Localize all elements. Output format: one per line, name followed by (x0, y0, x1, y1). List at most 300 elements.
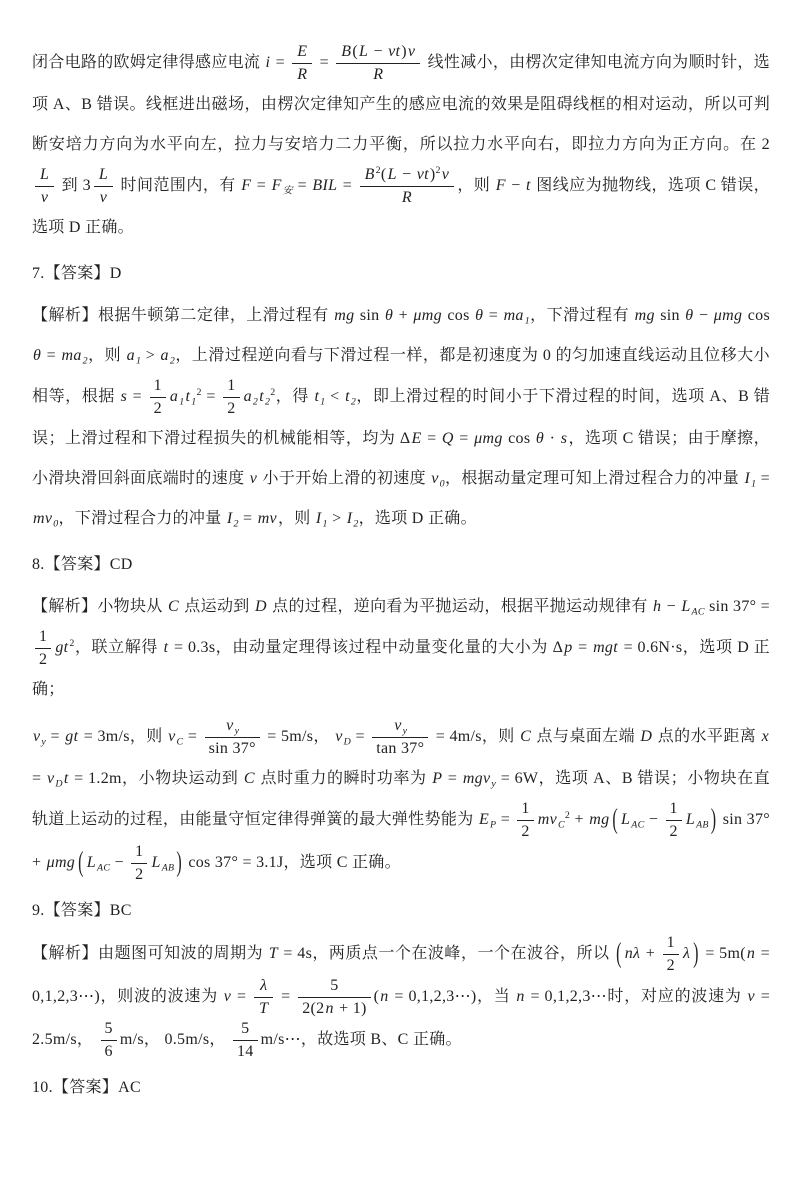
text-run: = 0,1,2,3⋯)，当 (389, 988, 516, 1006)
math-variable: v (223, 988, 232, 1006)
text-run: sin 37° = (704, 598, 770, 615)
text-run: 图线应为抛物线，选项 C 错误，选项 D 正确。 (32, 177, 770, 236)
text-run: = (32, 770, 46, 787)
text-run: 2 (669, 823, 678, 840)
math-variable: L (86, 854, 96, 872)
text-run: ) (429, 166, 436, 183)
math-variable: λ (682, 945, 691, 963)
text-run: 点运动到 (179, 598, 254, 615)
math-variable: vt (388, 43, 401, 60)
text-run: 2 (521, 823, 530, 840)
math-variable: F (271, 177, 282, 195)
math-variable: θ (535, 430, 545, 447)
math-fraction (292, 42, 312, 85)
math-variable: R (373, 66, 384, 83)
math-variable: v (226, 717, 234, 734)
text-run: = 4s，两质点一个在波峰，一个在波谷，所以 (278, 945, 615, 963)
math-variable: μmg (46, 854, 76, 872)
math-variable: p (564, 639, 573, 657)
text-run: = (46, 728, 65, 746)
math-variable: R (297, 66, 308, 83)
text-run: = 2.5m/s， (32, 988, 771, 1049)
fraction-denominator (150, 398, 166, 419)
math-variable: t (259, 388, 264, 406)
math-variable: n (516, 988, 525, 1006)
math-subscript: 1 (320, 396, 326, 408)
math-subscript: 安 (282, 185, 294, 197)
math-variable: L (151, 854, 161, 872)
math-subscript: 2 (252, 396, 259, 408)
text-run: ，则 (277, 510, 315, 527)
fraction-numerator (233, 1019, 258, 1041)
math-variable: I (744, 470, 751, 487)
text-run: ，选项 D 正确。 (358, 510, 477, 527)
text-run: 1 (669, 800, 678, 817)
math-variable: μmg (474, 430, 503, 447)
text-run: 点与桌面左端 (532, 728, 640, 746)
text-run: ) (401, 43, 407, 60)
text-run: sin (655, 307, 685, 324)
math-variable: ma (61, 347, 82, 364)
math-subscript: C (176, 736, 184, 748)
math-variable: v (249, 470, 258, 487)
math-fraction (360, 165, 455, 208)
math-subscript: 2 (169, 355, 176, 367)
math-variable: n (380, 988, 389, 1006)
answer-line-7 (32, 254, 770, 294)
math-subscript: 2 (264, 396, 271, 408)
text-run: 5 (330, 977, 339, 994)
math-subscript: 1 (524, 315, 530, 327)
fraction-numerator (372, 716, 428, 738)
math-variable: BIL (312, 177, 338, 195)
fraction-denominator (35, 187, 54, 208)
math-fraction (101, 1019, 117, 1062)
text-run: ，下滑过程合力的冲量 (58, 510, 226, 527)
math-subscript: D (343, 736, 352, 748)
fraction-numerator (292, 42, 312, 64)
math-variable: ma (503, 307, 524, 324)
text-run: 1 (521, 800, 530, 817)
math-variable: F (495, 177, 506, 195)
answer-line-10 (32, 1068, 770, 1108)
math-superscript: 2 (375, 165, 381, 177)
text-run: = (422, 430, 441, 447)
math-variable: v (431, 470, 439, 487)
text-run: = (338, 177, 357, 195)
text-run: = 0.3s，由动量定理得该过程中动量变化量的大小为 Δ (169, 639, 564, 657)
fraction-denominator (336, 64, 420, 85)
fraction-denominator (517, 821, 533, 842)
text-run: > (141, 347, 160, 364)
text-run: = (42, 347, 61, 364)
answer-line-9 (32, 891, 770, 931)
text-run: = (454, 430, 474, 447)
math-fraction (131, 842, 147, 885)
math-subscript: 2 (233, 518, 239, 530)
math-variable: L (621, 811, 631, 829)
math-subscript: 2 (350, 396, 357, 408)
math-subscript: y (402, 725, 408, 737)
math-subscript: 2 (353, 518, 359, 530)
math-variable: gt (65, 728, 79, 746)
left-paren: ( (616, 938, 622, 969)
math-fraction (336, 42, 420, 85)
text-run: 点时重力的瞬时功率为 (255, 770, 432, 787)
text-run: 2 (227, 400, 236, 417)
math-subscript: AC (96, 862, 111, 874)
text-run: ，上滑过程逆向看与下滑过程一样，都是初速度为 0 的匀加速直线运动且位移大小相等，根据 (32, 347, 770, 406)
math-variable: nλ (624, 945, 641, 963)
math-variable: L (358, 43, 369, 60)
math-variable: v (33, 728, 41, 746)
fraction-numerator (666, 799, 682, 821)
para-q6-explanation-continued (32, 42, 770, 248)
text-run: 14 (236, 1043, 254, 1060)
math-subscript: 1 (179, 396, 185, 408)
answer-line-8 (32, 545, 770, 585)
math-variable: E (478, 811, 490, 829)
text-run: ( (373, 988, 380, 1006)
fraction-denominator (233, 1041, 258, 1062)
text-run: 2(2 (302, 1000, 325, 1017)
text-run: 2 (153, 400, 162, 417)
text-run: < (325, 388, 345, 406)
fraction-numerator (35, 165, 54, 187)
para-q7-explanation (32, 296, 770, 539)
math-variable: v (40, 189, 49, 206)
text-run: − (506, 177, 526, 195)
math-variable: T (268, 945, 278, 963)
right-paren: ) (710, 804, 717, 835)
text-run: − (110, 854, 129, 872)
math-variable: θ (33, 347, 42, 364)
text-run: = (443, 770, 462, 787)
math-variable: n (746, 945, 756, 963)
text-run: cos 37° = 3.1J，选项 C 正确。 (184, 854, 401, 872)
math-subscript: 1 (322, 518, 328, 530)
math-variable: mgv (462, 770, 491, 787)
para-q8-explanation-1 (32, 587, 770, 710)
text-run: 线性减小，由楞次定律知电流方向为顺时针，选项 A、B 错误。线框进出磁场，由楞次定律知产生的感应电流的效果是阻碍线框的相对运动，所以可判断安培力方向为水平向左，拉力与安培力二力平衡，所以拉力水平向右，即拉力方向为正方向。在 2 (32, 54, 770, 153)
math-variable: C (167, 598, 179, 615)
math-subscript: y (491, 778, 497, 790)
text-run: = (128, 388, 147, 406)
math-variable: v (407, 43, 416, 60)
math-variable: v (168, 728, 176, 746)
math-variable: C (243, 770, 255, 787)
math-subscript: AB (161, 862, 175, 874)
text-run: 1 (39, 628, 48, 645)
text-run: = (756, 470, 771, 487)
text-run: 8.【答案】CD (32, 556, 133, 573)
fraction-denominator (360, 187, 455, 208)
math-fraction (35, 627, 51, 670)
math-variable: I (315, 510, 322, 527)
math-variable: v (99, 189, 108, 206)
math-fraction (517, 799, 533, 842)
math-variable: t (185, 388, 191, 406)
text-run: = 0.6N·s，选项 D 正确； (32, 639, 770, 698)
text-run: + (570, 811, 589, 829)
fraction-denominator (205, 738, 260, 759)
text-run: tan 37° (376, 740, 425, 757)
text-run: 10.【答案】AC (32, 1079, 141, 1096)
math-variable: t (314, 388, 320, 406)
math-variable: v (335, 728, 343, 746)
text-run: ，得 (275, 388, 314, 406)
math-fraction (205, 716, 260, 759)
math-variable: t (163, 639, 169, 657)
text-run: ，则 (87, 347, 126, 364)
fraction-denominator (254, 998, 273, 1019)
math-variable: x (761, 728, 769, 746)
math-variable: a (126, 347, 135, 364)
text-run: = (271, 54, 290, 72)
text-run: sin (355, 307, 384, 324)
math-variable: v (46, 770, 55, 787)
left-paren: ( (612, 804, 619, 835)
math-fraction (223, 376, 239, 419)
math-variable: μmg (713, 307, 743, 324)
math-superscript: 2 (196, 387, 202, 399)
fraction-denominator (35, 649, 51, 670)
math-variable: mv (537, 811, 557, 829)
text-run: 6 (104, 1043, 113, 1060)
math-variable: B (364, 166, 375, 183)
text-run: 【解析】由题图可知波的周期为 (32, 945, 268, 963)
math-variable: D (254, 598, 267, 615)
fraction-numerator (298, 976, 370, 998)
fraction-denominator (372, 738, 428, 759)
math-variable: E (411, 430, 422, 447)
text-run: − (397, 166, 416, 183)
math-fraction (254, 976, 273, 1019)
text-run: ，选项 C 错误；由于摩擦，小滑块滑回斜面底端时的速度 (32, 430, 770, 487)
fraction-denominator (94, 187, 113, 208)
math-subscript: 0 (53, 518, 59, 530)
text-run: = 5m/s， (262, 728, 335, 746)
fraction-numerator (150, 376, 166, 398)
text-run: − (662, 598, 681, 615)
fraction-numerator (101, 1019, 117, 1041)
math-variable: mg (334, 307, 355, 324)
math-variable: n (325, 1000, 334, 1017)
text-run: = (232, 988, 252, 1006)
fraction-numerator (336, 42, 420, 64)
math-variable: v (394, 717, 402, 734)
fraction-numerator (517, 799, 533, 821)
math-subscript: D (55, 778, 63, 790)
math-variable: L (681, 598, 691, 615)
text-run: − (644, 811, 663, 829)
text-run: + (394, 307, 413, 324)
math-variable: v (747, 988, 755, 1006)
fraction-denominator (101, 1041, 117, 1062)
right-paren: ) (176, 847, 183, 878)
math-subscript: 1 (135, 355, 142, 367)
fraction-numerator (663, 933, 679, 955)
text-run: = (183, 728, 202, 746)
math-variable: t (63, 770, 69, 787)
math-variable: P (432, 770, 443, 787)
math-superscript: 2 (564, 810, 571, 822)
text-run: = (351, 728, 370, 746)
math-fraction (35, 165, 54, 208)
text-run: = 4m/s，则 (431, 728, 520, 746)
math-variable: D (640, 728, 653, 746)
math-variable: C (520, 728, 532, 746)
math-subscript: AC (631, 819, 645, 831)
text-run: m/s⋯，故选项 B、C 正确。 (260, 1031, 462, 1049)
text-run: + 1) (334, 1000, 367, 1017)
math-variable: t (345, 388, 350, 406)
text-run: = 0,1,2,3⋯)，则波的波速为 (32, 945, 770, 1006)
text-run: 1 (153, 377, 162, 394)
text-run: 1 (135, 843, 144, 860)
text-run: 9.【答案】BC (32, 902, 132, 919)
fraction-numerator (223, 376, 239, 398)
math-variable: mgt (593, 639, 618, 657)
text-run: ，即上滑过程的时间小于下滑过程的时间，选项 A、B 错误；上滑过程和下滑过程损失的机械能相等，均为 Δ (32, 388, 770, 447)
text-run: 小于开始上滑的初速度 (258, 470, 431, 487)
text-run: 1 (666, 934, 675, 951)
math-variable: I (226, 510, 233, 527)
fraction-numerator (131, 842, 147, 864)
math-subscript: 1 (191, 396, 197, 408)
text-run: 点的过程，逆向看为平抛运动，根据平抛运动规律有 (267, 598, 653, 615)
math-subscript: y (234, 725, 240, 737)
text-run: sin 37° (208, 740, 256, 757)
fraction-numerator (94, 165, 113, 187)
math-superscript: 2 (435, 165, 441, 177)
fraction-denominator (292, 64, 312, 85)
text-run: ，根据动量定理可知上滑过程合力的冲量 (444, 470, 744, 487)
text-run: = (496, 811, 515, 829)
math-fraction (372, 716, 428, 759)
math-variable: a (169, 388, 179, 406)
text-run: ，下滑过程有 (530, 307, 634, 324)
text-run: = (573, 639, 593, 657)
right-paren: ) (693, 938, 699, 969)
text-run: 2 (39, 651, 48, 668)
math-variable: i (265, 54, 271, 72)
math-variable: B (341, 43, 352, 60)
fraction-numerator (35, 627, 51, 649)
text-run: ( (380, 166, 387, 183)
text-run: = (293, 177, 312, 195)
text-run: ( (352, 43, 358, 60)
math-variable: θ (384, 307, 394, 324)
math-variable: vt (416, 166, 429, 183)
math-subscript: y (41, 736, 47, 748)
math-variable: gt (55, 639, 69, 657)
text-run: sin 37° + (32, 811, 770, 872)
math-variable: L (387, 166, 397, 183)
text-run: 7.【答案】D (32, 265, 122, 282)
text-run: 【解析】小物块从 (32, 598, 167, 615)
math-superscript: 2 (69, 638, 75, 650)
text-run: = (252, 177, 271, 195)
math-variable: Q (441, 430, 454, 447)
math-variable: mg (634, 307, 655, 324)
math-subscript: 0 (439, 478, 445, 490)
fraction-numerator (254, 976, 273, 998)
math-subscript: AC (691, 606, 705, 618)
document-content (32, 42, 770, 1108)
text-run: = (484, 307, 503, 324)
text-run: 闭合电路的欧姆定律得感应电流 (32, 54, 265, 72)
math-variable: θ (475, 307, 484, 324)
math-variable: s (560, 430, 568, 447)
text-run: 5 (241, 1020, 250, 1037)
text-run: m/s， 0.5m/s， (119, 1031, 230, 1049)
text-run: 点的水平距离 (653, 728, 761, 746)
math-variable: L (685, 811, 696, 829)
math-variable: T (259, 1000, 269, 1017)
math-variable: λ (260, 977, 268, 994)
text-run: = (201, 388, 221, 406)
math-variable: mv (33, 510, 53, 527)
text-run: 【解析】根据牛顿第二定律，上滑过程有 (32, 307, 334, 324)
math-variable: a (160, 347, 169, 364)
fraction-numerator (360, 165, 455, 187)
math-variable: μmg (413, 307, 442, 324)
math-variable: F (241, 177, 252, 195)
math-fraction (150, 376, 166, 419)
math-fraction (666, 799, 682, 842)
math-variable: a (243, 388, 252, 406)
text-run: ，联立解得 (74, 639, 163, 657)
text-run: 1 (227, 377, 236, 394)
fraction-denominator (666, 821, 682, 842)
math-variable: I (346, 510, 353, 527)
text-run: ，则 (457, 177, 495, 195)
text-run: = 5m( (700, 945, 746, 963)
text-run: · (545, 430, 560, 447)
math-variable: mg (589, 811, 610, 829)
text-run: cos (503, 430, 535, 447)
math-subscript: 1 (751, 478, 757, 490)
math-variable: t (526, 177, 531, 195)
fraction-denominator (298, 998, 370, 1019)
math-subscript: C (558, 819, 565, 831)
text-run: cos (743, 307, 770, 324)
text-run: 到 3 (57, 177, 91, 195)
fraction-denominator (223, 398, 239, 419)
left-paren: ( (78, 847, 84, 878)
fraction-denominator (131, 864, 147, 885)
text-run: = (315, 54, 334, 72)
fraction-numerator (205, 716, 260, 738)
text-run: − (369, 43, 388, 60)
math-variable: h (653, 598, 662, 615)
text-run: cos (442, 307, 475, 324)
text-run: > (327, 510, 346, 527)
math-variable: v (441, 166, 450, 183)
math-subscript: AB (696, 819, 709, 831)
math-variable: E (297, 43, 308, 60)
math-fraction (663, 933, 679, 976)
math-variable: s (120, 388, 128, 406)
math-subscript: P (490, 819, 497, 831)
math-subscript: 2 (82, 355, 88, 367)
math-variable: R (401, 189, 412, 206)
text-run: = 6W，选项 A、B 错误；小物块在直轨道上运动的过程，由能量守恒定律得弹簧的最大弹性势能为 (32, 770, 770, 829)
math-variable: L (40, 166, 50, 183)
math-superscript: 2 (270, 387, 276, 399)
math-variable: θ (685, 307, 694, 324)
